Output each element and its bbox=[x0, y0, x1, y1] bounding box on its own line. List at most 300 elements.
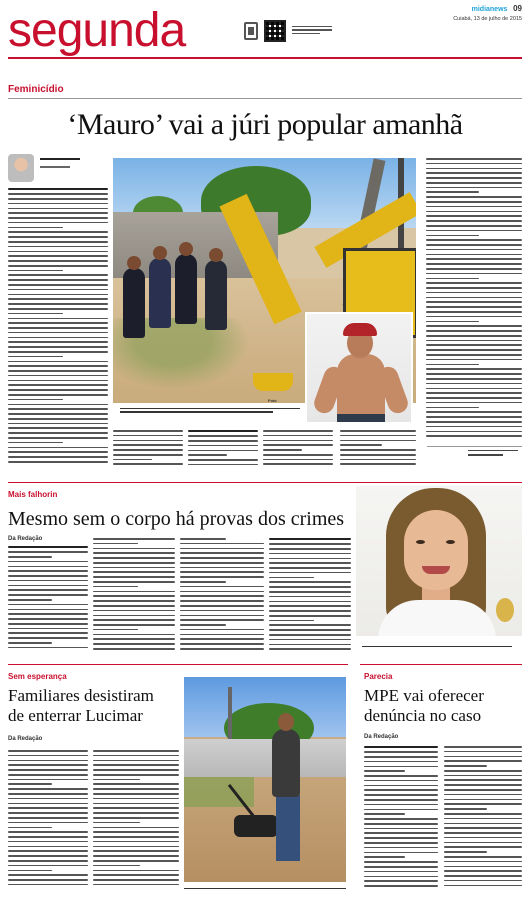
body-text-line bbox=[8, 750, 88, 752]
body-text-line bbox=[263, 463, 333, 465]
body-text-line bbox=[426, 239, 522, 241]
body-text-line bbox=[426, 258, 522, 260]
body-text-line bbox=[93, 543, 138, 545]
body-text-line bbox=[364, 880, 438, 882]
body-text-line bbox=[188, 430, 258, 432]
body-text-line bbox=[93, 865, 140, 867]
body-text-line bbox=[364, 766, 438, 768]
body-text-line bbox=[340, 463, 416, 465]
mowing-photo bbox=[184, 677, 346, 882]
body-text-line bbox=[426, 416, 522, 418]
body-text-line bbox=[444, 823, 522, 825]
body-text-line bbox=[180, 610, 264, 612]
body-text-line bbox=[180, 619, 264, 621]
body-text-line bbox=[426, 268, 522, 270]
body-text-line bbox=[8, 260, 108, 262]
body-text-line bbox=[426, 306, 522, 308]
body-text-line bbox=[93, 855, 179, 857]
body-text-line bbox=[8, 255, 108, 257]
body-text-line bbox=[8, 647, 88, 649]
body-text-line bbox=[93, 831, 179, 833]
body-text-line bbox=[180, 562, 264, 564]
body-text-line bbox=[180, 552, 264, 554]
body-text-line bbox=[364, 847, 438, 849]
body-text-line bbox=[426, 168, 522, 170]
story4-kicker: Parecia bbox=[364, 672, 393, 681]
body-text-line bbox=[269, 543, 351, 545]
body-text-line bbox=[8, 251, 108, 253]
body-text-line bbox=[188, 435, 258, 437]
body-text-line bbox=[93, 793, 179, 795]
body-text-line bbox=[8, 841, 88, 843]
body-text-line bbox=[93, 769, 179, 771]
body-text-line bbox=[93, 552, 175, 554]
body-text-line bbox=[180, 600, 264, 602]
body-text-line bbox=[426, 215, 522, 217]
body-text-line bbox=[426, 211, 522, 213]
body-text-line bbox=[180, 538, 226, 540]
body-text-line bbox=[8, 769, 88, 771]
body-text-line bbox=[93, 850, 179, 852]
body-text-line bbox=[364, 789, 438, 791]
body-text-line bbox=[188, 464, 258, 466]
body-text-line bbox=[364, 780, 438, 782]
body-text-line bbox=[93, 750, 179, 752]
body-text-line bbox=[364, 885, 438, 887]
body-text-line bbox=[444, 842, 522, 844]
body-text-line bbox=[426, 426, 522, 428]
body-text-line bbox=[444, 846, 522, 848]
body-text-line bbox=[8, 632, 88, 634]
body-text-line bbox=[8, 807, 88, 809]
body-text-line bbox=[8, 566, 88, 568]
body-text-line bbox=[444, 856, 522, 858]
body-text-line bbox=[8, 546, 88, 548]
body-text-line bbox=[426, 230, 522, 232]
story2-text-col1 bbox=[8, 546, 88, 654]
header-promo bbox=[292, 24, 332, 36]
suspect-photo bbox=[305, 312, 413, 424]
body-text-line bbox=[93, 624, 175, 626]
body-text-line bbox=[8, 456, 108, 458]
body-text-line bbox=[93, 586, 138, 588]
body-text-line bbox=[269, 648, 351, 650]
body-text-line bbox=[113, 463, 183, 465]
body-text-line bbox=[8, 212, 108, 214]
story3-top-rule bbox=[8, 664, 348, 665]
body-text-line bbox=[93, 870, 179, 872]
body-text-line bbox=[8, 318, 108, 320]
body-text-line bbox=[93, 812, 179, 814]
body-text-line bbox=[426, 368, 522, 370]
body-text-line bbox=[444, 765, 487, 767]
body-text-line bbox=[8, 580, 88, 582]
body-text-line bbox=[8, 884, 88, 886]
page-header bbox=[0, 0, 530, 66]
story3-kicker: Sem esperança bbox=[8, 672, 67, 681]
body-text-line bbox=[8, 594, 88, 596]
body-text-line bbox=[93, 879, 179, 881]
body-text-line bbox=[426, 196, 522, 198]
body-text-line bbox=[8, 860, 88, 862]
story2-top-rule bbox=[8, 482, 522, 483]
body-text-line bbox=[426, 244, 522, 246]
body-text-line bbox=[8, 850, 88, 852]
story3-text-col2 bbox=[93, 750, 179, 890]
body-text-line bbox=[426, 392, 522, 394]
body-text-line bbox=[113, 449, 183, 451]
body-text-line bbox=[113, 430, 183, 432]
story1-text-col2c bbox=[263, 430, 333, 470]
body-text-line bbox=[8, 188, 108, 190]
body-text-line bbox=[444, 861, 522, 863]
body-text-line bbox=[426, 354, 522, 356]
body-text-line bbox=[426, 301, 522, 303]
body-text-line bbox=[426, 407, 479, 409]
body-text-line bbox=[269, 548, 351, 550]
story4-text-col2 bbox=[444, 746, 522, 890]
story2-photo-caption bbox=[362, 644, 512, 649]
body-text-line bbox=[269, 586, 351, 588]
edition-date: Cuiabá, 13 de julho de 2015 bbox=[453, 16, 522, 22]
body-text-line bbox=[93, 846, 179, 848]
body-text-line bbox=[8, 356, 63, 358]
body-text-line bbox=[8, 284, 108, 286]
body-text-line bbox=[444, 760, 522, 762]
body-text-line bbox=[8, 803, 88, 805]
body-text-line bbox=[8, 427, 108, 429]
body-text-line bbox=[364, 842, 438, 844]
story1-kicker: Feminicídio bbox=[8, 84, 64, 95]
body-text-line bbox=[180, 586, 264, 588]
body-text-line bbox=[93, 648, 175, 650]
body-text-line bbox=[426, 397, 522, 399]
site-name[interactable]: midianews bbox=[471, 6, 508, 13]
newspaper-logo-icon bbox=[244, 22, 258, 40]
body-text-line bbox=[8, 394, 108, 396]
body-text-line bbox=[8, 461, 108, 463]
body-text-line bbox=[426, 340, 522, 342]
body-text-line bbox=[113, 454, 183, 456]
body-text-line bbox=[426, 435, 522, 437]
body-text-line bbox=[180, 624, 226, 626]
body-text-line bbox=[364, 751, 438, 753]
story3-headline[interactable] bbox=[8, 686, 180, 726]
body-text-line bbox=[93, 562, 175, 564]
body-text-line bbox=[113, 444, 183, 446]
body-text-line bbox=[340, 459, 416, 461]
body-text-line bbox=[444, 751, 522, 753]
body-text-line bbox=[426, 292, 522, 294]
body-text-line bbox=[8, 217, 108, 219]
body-text-line bbox=[93, 615, 175, 617]
author-avatar bbox=[8, 154, 34, 182]
body-text-line bbox=[364, 871, 438, 873]
body-text-line bbox=[180, 648, 264, 650]
body-text-line bbox=[93, 779, 140, 781]
body-text-line bbox=[269, 615, 351, 617]
body-text-line bbox=[269, 601, 351, 603]
body-text-line bbox=[8, 637, 88, 639]
header-site-info bbox=[472, 4, 522, 13]
body-text-line bbox=[8, 193, 108, 195]
body-text-line bbox=[93, 788, 179, 790]
body-text-line bbox=[426, 225, 522, 227]
body-text-line bbox=[8, 599, 52, 601]
body-text-line bbox=[364, 794, 438, 796]
body-text-line bbox=[8, 764, 88, 766]
body-text-line bbox=[263, 459, 333, 461]
body-text-line bbox=[8, 346, 108, 348]
body-text-line bbox=[340, 440, 416, 442]
body-text-line bbox=[8, 265, 108, 267]
body-text-line bbox=[426, 263, 522, 265]
body-text-line bbox=[263, 449, 302, 451]
body-text-line bbox=[444, 808, 487, 810]
body-text-line bbox=[269, 538, 351, 540]
body-text-line bbox=[180, 634, 264, 636]
story1-headline[interactable]: ‘Mauro’ vai a júri popular amanhã bbox=[67, 108, 463, 141]
story2-text-col4 bbox=[269, 538, 351, 654]
story1-footer-note bbox=[468, 450, 518, 459]
body-text-line bbox=[444, 770, 522, 772]
author-role bbox=[40, 164, 70, 168]
body-text-line bbox=[8, 332, 108, 334]
body-text-line bbox=[8, 447, 108, 449]
body-text-line bbox=[426, 273, 522, 275]
body-text-line bbox=[269, 591, 351, 593]
body-text-line bbox=[93, 764, 179, 766]
body-text-line bbox=[93, 827, 179, 829]
body-text-line bbox=[426, 364, 479, 366]
body-text-line bbox=[180, 615, 264, 617]
body-text-line bbox=[180, 567, 264, 569]
body-text-line bbox=[8, 432, 108, 434]
qr-code-icon bbox=[264, 20, 286, 42]
story2-headline[interactable]: Mesmo sem o corpo há provas dos crimes bbox=[8, 508, 345, 530]
body-text-line bbox=[93, 755, 179, 757]
body-text-line bbox=[364, 837, 438, 839]
body-text-line bbox=[263, 435, 333, 437]
body-text-line bbox=[8, 451, 108, 453]
story4-text-col1 bbox=[364, 746, 438, 890]
body-text-line bbox=[444, 818, 522, 820]
body-text-line bbox=[93, 817, 179, 819]
body-text-line bbox=[269, 558, 351, 560]
body-text-line bbox=[93, 638, 175, 640]
body-text-line bbox=[8, 389, 108, 391]
body-text-line bbox=[188, 459, 258, 461]
body-text-line bbox=[180, 605, 264, 607]
body-text-line bbox=[8, 384, 108, 386]
body-text-line bbox=[93, 610, 175, 612]
body-text-line bbox=[8, 404, 108, 406]
body-text-line bbox=[8, 327, 108, 329]
body-text-line bbox=[8, 613, 88, 615]
body-text-line bbox=[364, 756, 438, 758]
body-text-line bbox=[8, 341, 108, 343]
body-text-line bbox=[8, 274, 108, 276]
body-text-line bbox=[93, 595, 175, 597]
body-text-line bbox=[8, 589, 88, 591]
page-number: 09 bbox=[513, 4, 522, 13]
body-text-line bbox=[263, 444, 333, 446]
body-text-line bbox=[93, 841, 179, 843]
body-text-line bbox=[8, 822, 88, 824]
body-text-line bbox=[364, 809, 438, 811]
body-text-line bbox=[8, 437, 108, 439]
body-text-line bbox=[180, 581, 226, 583]
body-text-line bbox=[444, 827, 522, 829]
body-text-line bbox=[444, 813, 522, 815]
author-name bbox=[40, 156, 80, 160]
body-text-line bbox=[444, 775, 522, 777]
body-text-line bbox=[8, 628, 88, 630]
body-text-line bbox=[8, 361, 108, 363]
body-text-line bbox=[269, 639, 351, 641]
body-text-line bbox=[180, 548, 264, 550]
story1-rule bbox=[8, 98, 522, 99]
body-text-line bbox=[340, 454, 416, 456]
body-text-line bbox=[8, 198, 108, 200]
body-text-line bbox=[8, 755, 88, 757]
body-text-line bbox=[8, 642, 52, 644]
body-text-line bbox=[93, 783, 179, 785]
story1-text-col1 bbox=[8, 188, 108, 470]
body-text-line bbox=[263, 440, 333, 442]
body-text-line bbox=[8, 413, 108, 415]
story2-text-col3 bbox=[180, 538, 264, 654]
body-text-line bbox=[340, 430, 416, 432]
body-text-line bbox=[8, 575, 88, 577]
body-text-line bbox=[426, 172, 522, 174]
story1-photo-credit: Foto bbox=[268, 398, 277, 403]
body-text-line bbox=[263, 454, 333, 456]
body-text-line bbox=[364, 856, 405, 858]
body-text-line bbox=[444, 794, 522, 796]
body-text-line bbox=[93, 605, 175, 607]
body-text-line bbox=[93, 571, 175, 573]
body-text-line bbox=[8, 370, 108, 372]
body-text-line bbox=[8, 812, 88, 814]
body-text-line bbox=[444, 866, 522, 868]
body-text-line bbox=[188, 445, 258, 447]
body-text-line bbox=[426, 325, 522, 327]
body-text-line bbox=[426, 182, 522, 184]
body-text-line bbox=[8, 865, 88, 867]
body-text-line bbox=[364, 785, 438, 787]
body-text-line bbox=[8, 760, 88, 762]
body-text-line bbox=[364, 852, 438, 854]
section-title: segunda bbox=[8, 4, 186, 57]
body-text-line bbox=[426, 388, 522, 390]
body-text-line bbox=[426, 411, 522, 413]
body-text-line bbox=[426, 335, 522, 337]
body-text-line bbox=[180, 576, 264, 578]
story3-byline: Da Redação bbox=[8, 736, 43, 742]
body-text-line bbox=[444, 875, 522, 877]
body-text-line bbox=[8, 375, 108, 377]
body-text-line bbox=[180, 591, 264, 593]
body-text-line bbox=[426, 235, 479, 237]
body-text-line bbox=[444, 756, 522, 758]
body-text-line bbox=[426, 254, 522, 256]
body-text-line bbox=[269, 624, 351, 626]
body-text-line bbox=[8, 298, 108, 300]
body-text-line bbox=[426, 163, 522, 165]
body-text-line bbox=[93, 629, 138, 631]
body-text-line bbox=[444, 885, 522, 887]
body-text-line bbox=[8, 294, 108, 296]
victim-portrait-photo bbox=[356, 486, 522, 636]
body-text-line bbox=[426, 383, 522, 385]
body-text-line bbox=[8, 308, 108, 310]
body-text-line bbox=[364, 761, 438, 763]
body-text-line bbox=[426, 359, 522, 361]
body-text-line bbox=[8, 380, 108, 382]
story4-byline: Da Redação bbox=[364, 734, 399, 740]
body-text-line bbox=[93, 836, 179, 838]
body-text-line bbox=[426, 191, 479, 193]
body-text-line bbox=[426, 321, 479, 323]
body-text-line bbox=[426, 378, 522, 380]
body-text-line bbox=[8, 783, 52, 785]
body-text-line bbox=[93, 803, 179, 805]
body-text-line bbox=[8, 551, 88, 553]
body-text-line bbox=[188, 440, 258, 442]
body-text-line bbox=[444, 746, 522, 748]
story1-text-col4 bbox=[426, 158, 522, 442]
body-text-line bbox=[426, 344, 522, 346]
body-text-line bbox=[113, 440, 183, 442]
body-text-line bbox=[8, 399, 63, 401]
story4-headline-line1: MPE vai oferecer bbox=[364, 686, 484, 705]
body-text-line bbox=[426, 287, 522, 289]
body-text-line bbox=[8, 827, 52, 829]
body-text-line bbox=[444, 880, 522, 882]
body-text-line bbox=[269, 629, 351, 631]
body-text-line bbox=[8, 208, 108, 210]
body-text-line bbox=[8, 874, 88, 876]
story2-byline: Da Redação bbox=[8, 536, 43, 542]
body-text-line bbox=[269, 577, 314, 579]
body-text-line bbox=[8, 836, 88, 838]
body-text-line bbox=[8, 313, 63, 315]
body-text-line bbox=[8, 236, 108, 238]
body-text-line bbox=[8, 623, 88, 625]
body-text-line bbox=[426, 330, 522, 332]
story3-headline-line1: Familiares desistiram bbox=[8, 686, 154, 705]
body-text-line bbox=[113, 435, 183, 437]
body-text-line bbox=[364, 813, 405, 815]
body-text-line bbox=[269, 596, 351, 598]
story4-headline[interactable] bbox=[364, 686, 524, 726]
body-text-line bbox=[426, 158, 522, 160]
body-text-line bbox=[93, 591, 175, 593]
body-text-line bbox=[93, 807, 179, 809]
body-text-line bbox=[8, 585, 88, 587]
body-text-line bbox=[364, 866, 438, 868]
story3-text-col1 bbox=[8, 750, 88, 890]
body-text-line bbox=[269, 634, 351, 636]
story3-headline-line2: de enterrar Lucimar bbox=[8, 706, 143, 725]
body-text-line bbox=[364, 818, 438, 820]
body-text-line bbox=[8, 604, 88, 606]
body-text-line bbox=[93, 576, 175, 578]
body-text-line bbox=[8, 798, 88, 800]
body-text-line bbox=[269, 610, 351, 612]
body-text-line bbox=[340, 449, 416, 451]
